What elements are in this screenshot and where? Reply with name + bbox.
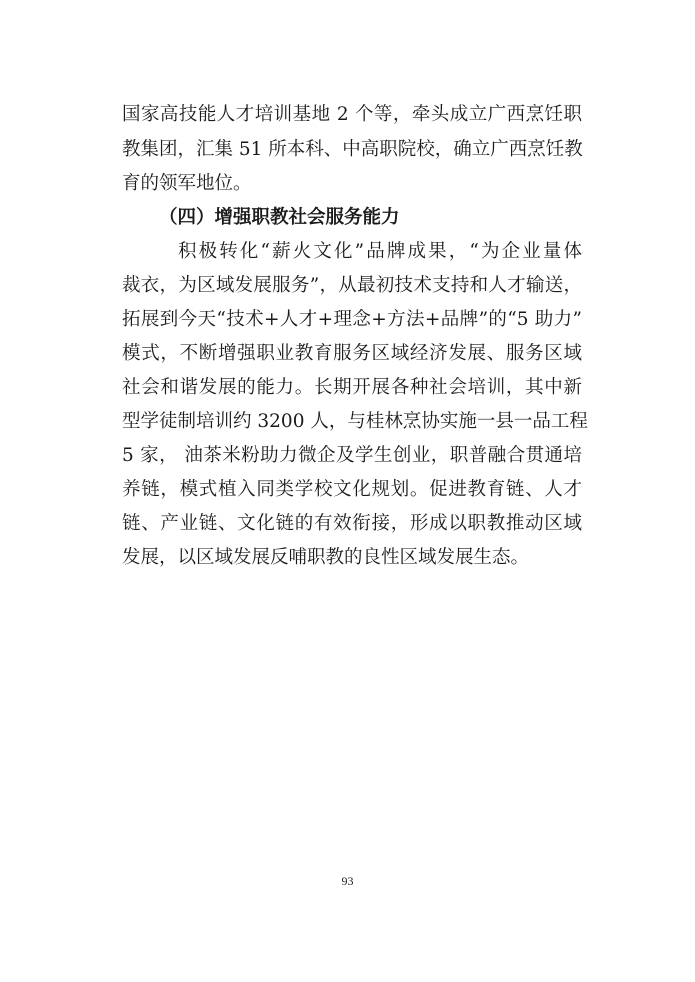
paragraph-1-line-1: 国家高技能人才培训基地 2 个等，牵头成立广西烹饪职: [122, 104, 582, 125]
paragraph-2-line-3: 拓展到今天“技术+人才+理念+方法+品牌”的“5 助力”: [122, 309, 582, 330]
paragraph-2-line-8: 养链，模式植入同类学校文化规划。促进教育链、人才: [122, 479, 582, 500]
page-number: 93: [341, 874, 354, 888]
paragraph-2-line-2: 裁衣，为区域发展服务”，从最初技术支持和人才输送，: [122, 275, 582, 296]
paragraph-2-line-7: 5 家， 油茶米粉助力微企及学生创业，职普融合贯通培: [122, 445, 582, 466]
paragraph-2-line-1: 积极转化“薪火文化”品牌成果，“为企业量体: [178, 241, 582, 262]
paragraph-2-line-5: 社会和谐发展的能力。长期开展各种社会培训，其中新: [122, 377, 582, 398]
section-heading: （四）增强职教社会服务能力: [159, 207, 400, 228]
paragraph-1-line-2: 教集团，汇集 51 所本科、中高职院校，确立广西烹饪教: [122, 139, 583, 160]
paragraph-2-line-10: 发展，以区域发展反哺职教的良性区域发展生态。: [122, 547, 530, 568]
paragraph-1-line-3: 育的领军地位。: [122, 173, 252, 194]
paragraph-2-line-6: 型学徒制培训约 3200 人，与桂林烹协实施一县一品工程: [122, 411, 588, 432]
paragraph-2-line-4: 模式，不断增强职业教育服务区域经济发展、服务区域: [122, 343, 582, 364]
paragraph-2-line-9: 链、产业链、文化链的有效衔接，形成以职教推动区域: [122, 513, 582, 534]
